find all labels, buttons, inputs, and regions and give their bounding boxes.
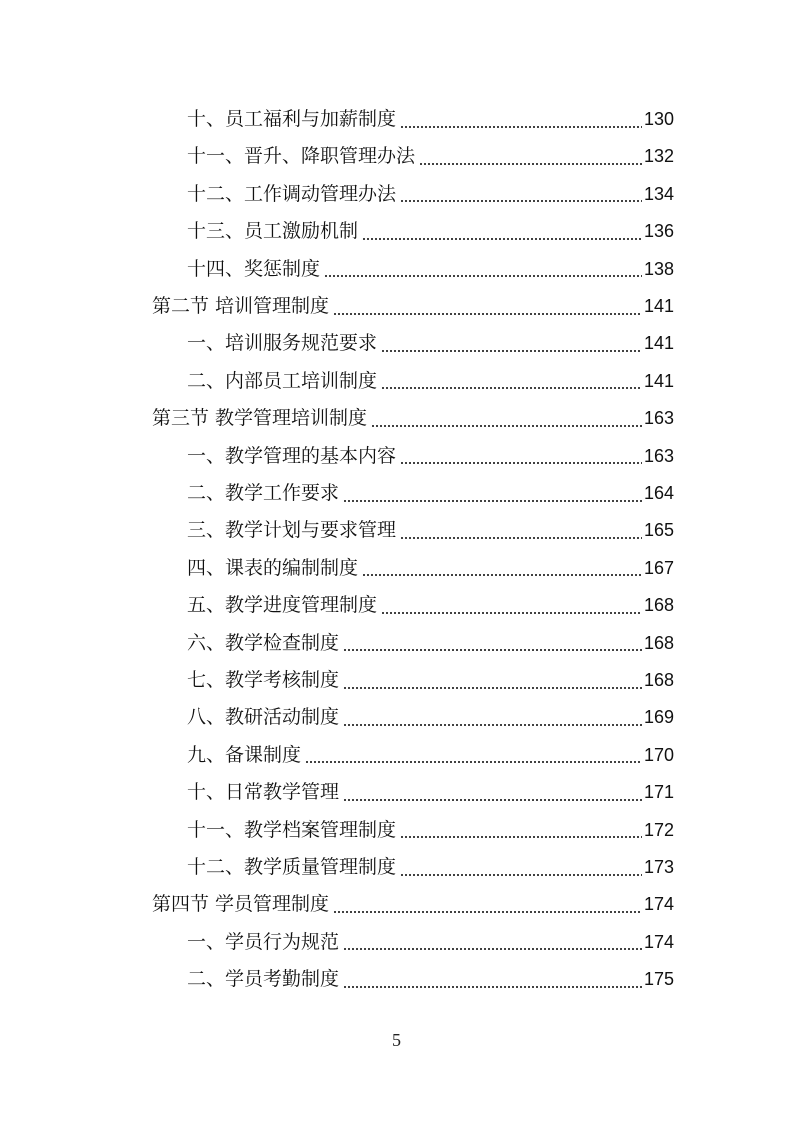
toc-section-entry[interactable]	[152, 886, 674, 923]
toc-entry-page: 141	[643, 296, 674, 316]
toc-entry-title: 八、教研活动制度	[187, 706, 340, 729]
toc-entry-page: 168	[643, 595, 674, 616]
toc-entry-page: 141	[643, 370, 674, 391]
toc-entry[interactable]	[187, 101, 674, 138]
toc-entry-title: 第二节 培训管理制度	[152, 295, 330, 317]
toc-entry-title: 五、教学进度管理制度	[187, 594, 378, 617]
toc-entry[interactable]	[187, 512, 674, 549]
toc-dot-leader	[333, 313, 642, 315]
toc-entry-page: 163	[643, 408, 674, 429]
toc-entry-title: 十四、奖惩制度	[187, 257, 321, 280]
toc-dot-leader	[362, 238, 642, 240]
toc-entry-page: 171	[643, 782, 674, 803]
toc-entry-page: 170	[643, 744, 674, 765]
toc-section-entry[interactable]	[152, 400, 674, 437]
toc-entry-title: 二、内部员工培训制度	[187, 369, 378, 392]
toc-entry-title: 第四节 学员管理制度	[152, 893, 330, 916]
toc-entry[interactable]	[187, 475, 674, 512]
toc-dot-leader	[324, 275, 642, 277]
toc-dot-leader	[371, 425, 642, 427]
toc-entry-page: 130	[643, 109, 674, 129]
toc-entry[interactable]	[187, 699, 674, 736]
toc-entry-title: 六、教学检查制度	[187, 631, 340, 654]
toc-entry-title: 十三、员工激励机制	[187, 220, 359, 243]
toc-dot-leader	[362, 574, 642, 576]
toc-entry-title: 一、教学管理的基本内容	[187, 444, 397, 467]
toc-dot-leader	[381, 387, 642, 389]
toc-dot-leader	[305, 761, 642, 763]
toc-entry-page: 141	[643, 333, 674, 354]
toc-entry-page: 168	[643, 632, 674, 653]
toc-dot-leader	[343, 687, 642, 689]
toc-dot-leader	[381, 612, 642, 614]
toc-dot-leader	[343, 500, 642, 502]
toc-dot-leader	[343, 799, 642, 801]
toc-entry[interactable]	[187, 924, 674, 961]
toc-entry[interactable]	[187, 849, 674, 886]
toc-entry-page: 169	[643, 707, 674, 728]
toc-entry-page: 174	[643, 894, 674, 915]
toc-entry[interactable]	[187, 325, 674, 362]
toc-entry-title: 十一、晋升、降职管理办法	[187, 145, 416, 168]
toc-entry-title: 十二、工作调动管理办法	[187, 182, 397, 205]
toc-entry[interactable]	[187, 213, 674, 250]
toc-entry-page: 136	[643, 221, 674, 242]
toc-entry-page: 134	[643, 183, 674, 204]
toc-entry[interactable]	[187, 138, 674, 175]
toc-entry-page: 172	[643, 819, 674, 840]
toc-entry-title: 一、学员行为规范	[187, 930, 340, 953]
toc-dot-leader	[343, 986, 642, 988]
toc-entry-title: 四、课表的编制制度	[187, 556, 359, 579]
page-number: 5	[392, 1030, 401, 1050]
toc-entry-page: 174	[643, 931, 674, 952]
toc-entry[interactable]	[187, 662, 674, 699]
toc-entry-title: 十一、教学档案管理制度	[187, 818, 397, 841]
toc-entry[interactable]	[187, 438, 674, 475]
toc-entry-page: 163	[643, 445, 674, 466]
table-of-contents	[0, 100, 793, 1000]
toc-entry-title: 九、备课制度	[187, 743, 302, 766]
toc-entry[interactable]	[187, 251, 674, 288]
toc-entry[interactable]	[187, 587, 674, 624]
toc-dot-leader	[381, 350, 642, 352]
toc-dot-leader	[400, 537, 642, 539]
toc-dot-leader	[419, 163, 642, 165]
toc-entry-title: 二、教学工作要求	[187, 482, 340, 504]
toc-entry-title: 十二、教学质量管理制度	[187, 856, 397, 878]
toc-entry-page: 173	[643, 857, 674, 877]
toc-entry-page: 138	[643, 258, 674, 279]
toc-dot-leader	[343, 948, 642, 950]
toc-dot-leader	[333, 911, 642, 913]
toc-entry[interactable]	[187, 363, 674, 400]
toc-entry[interactable]	[187, 550, 674, 587]
toc-entry-title: 十、员工福利与加薪制度	[187, 108, 397, 130]
toc-entry-page: 175	[643, 969, 674, 990]
toc-entry[interactable]	[187, 625, 674, 662]
toc-entry-page: 132	[643, 146, 674, 167]
toc-entry-page: 168	[643, 670, 674, 690]
toc-entry[interactable]	[187, 737, 674, 774]
toc-section-entry[interactable]	[152, 288, 674, 325]
toc-entry-page: 164	[643, 483, 674, 503]
toc-entry[interactable]	[187, 812, 674, 849]
toc-entry-page: 165	[643, 520, 674, 541]
toc-dot-leader	[400, 874, 642, 876]
toc-entry-title: 十、日常教学管理	[187, 781, 340, 804]
toc-entry[interactable]	[187, 774, 674, 811]
toc-entry[interactable]	[187, 961, 674, 998]
toc-entry-title: 七、教学考核制度	[187, 669, 340, 691]
toc-entry[interactable]	[187, 176, 674, 213]
toc-dot-leader	[400, 200, 642, 202]
toc-entry-page: 167	[643, 557, 674, 578]
toc-dot-leader	[400, 462, 642, 464]
toc-entry-title: 三、教学计划与要求管理	[187, 519, 397, 542]
toc-entry-title: 一、培训服务规范要求	[187, 332, 378, 355]
toc-dot-leader	[400, 126, 642, 128]
toc-dot-leader	[343, 724, 642, 726]
toc-entry-title: 第三节 教学管理培训制度	[152, 407, 368, 430]
toc-dot-leader	[400, 836, 642, 838]
toc-dot-leader	[343, 649, 642, 651]
toc-entry-title: 二、学员考勤制度	[187, 968, 340, 991]
